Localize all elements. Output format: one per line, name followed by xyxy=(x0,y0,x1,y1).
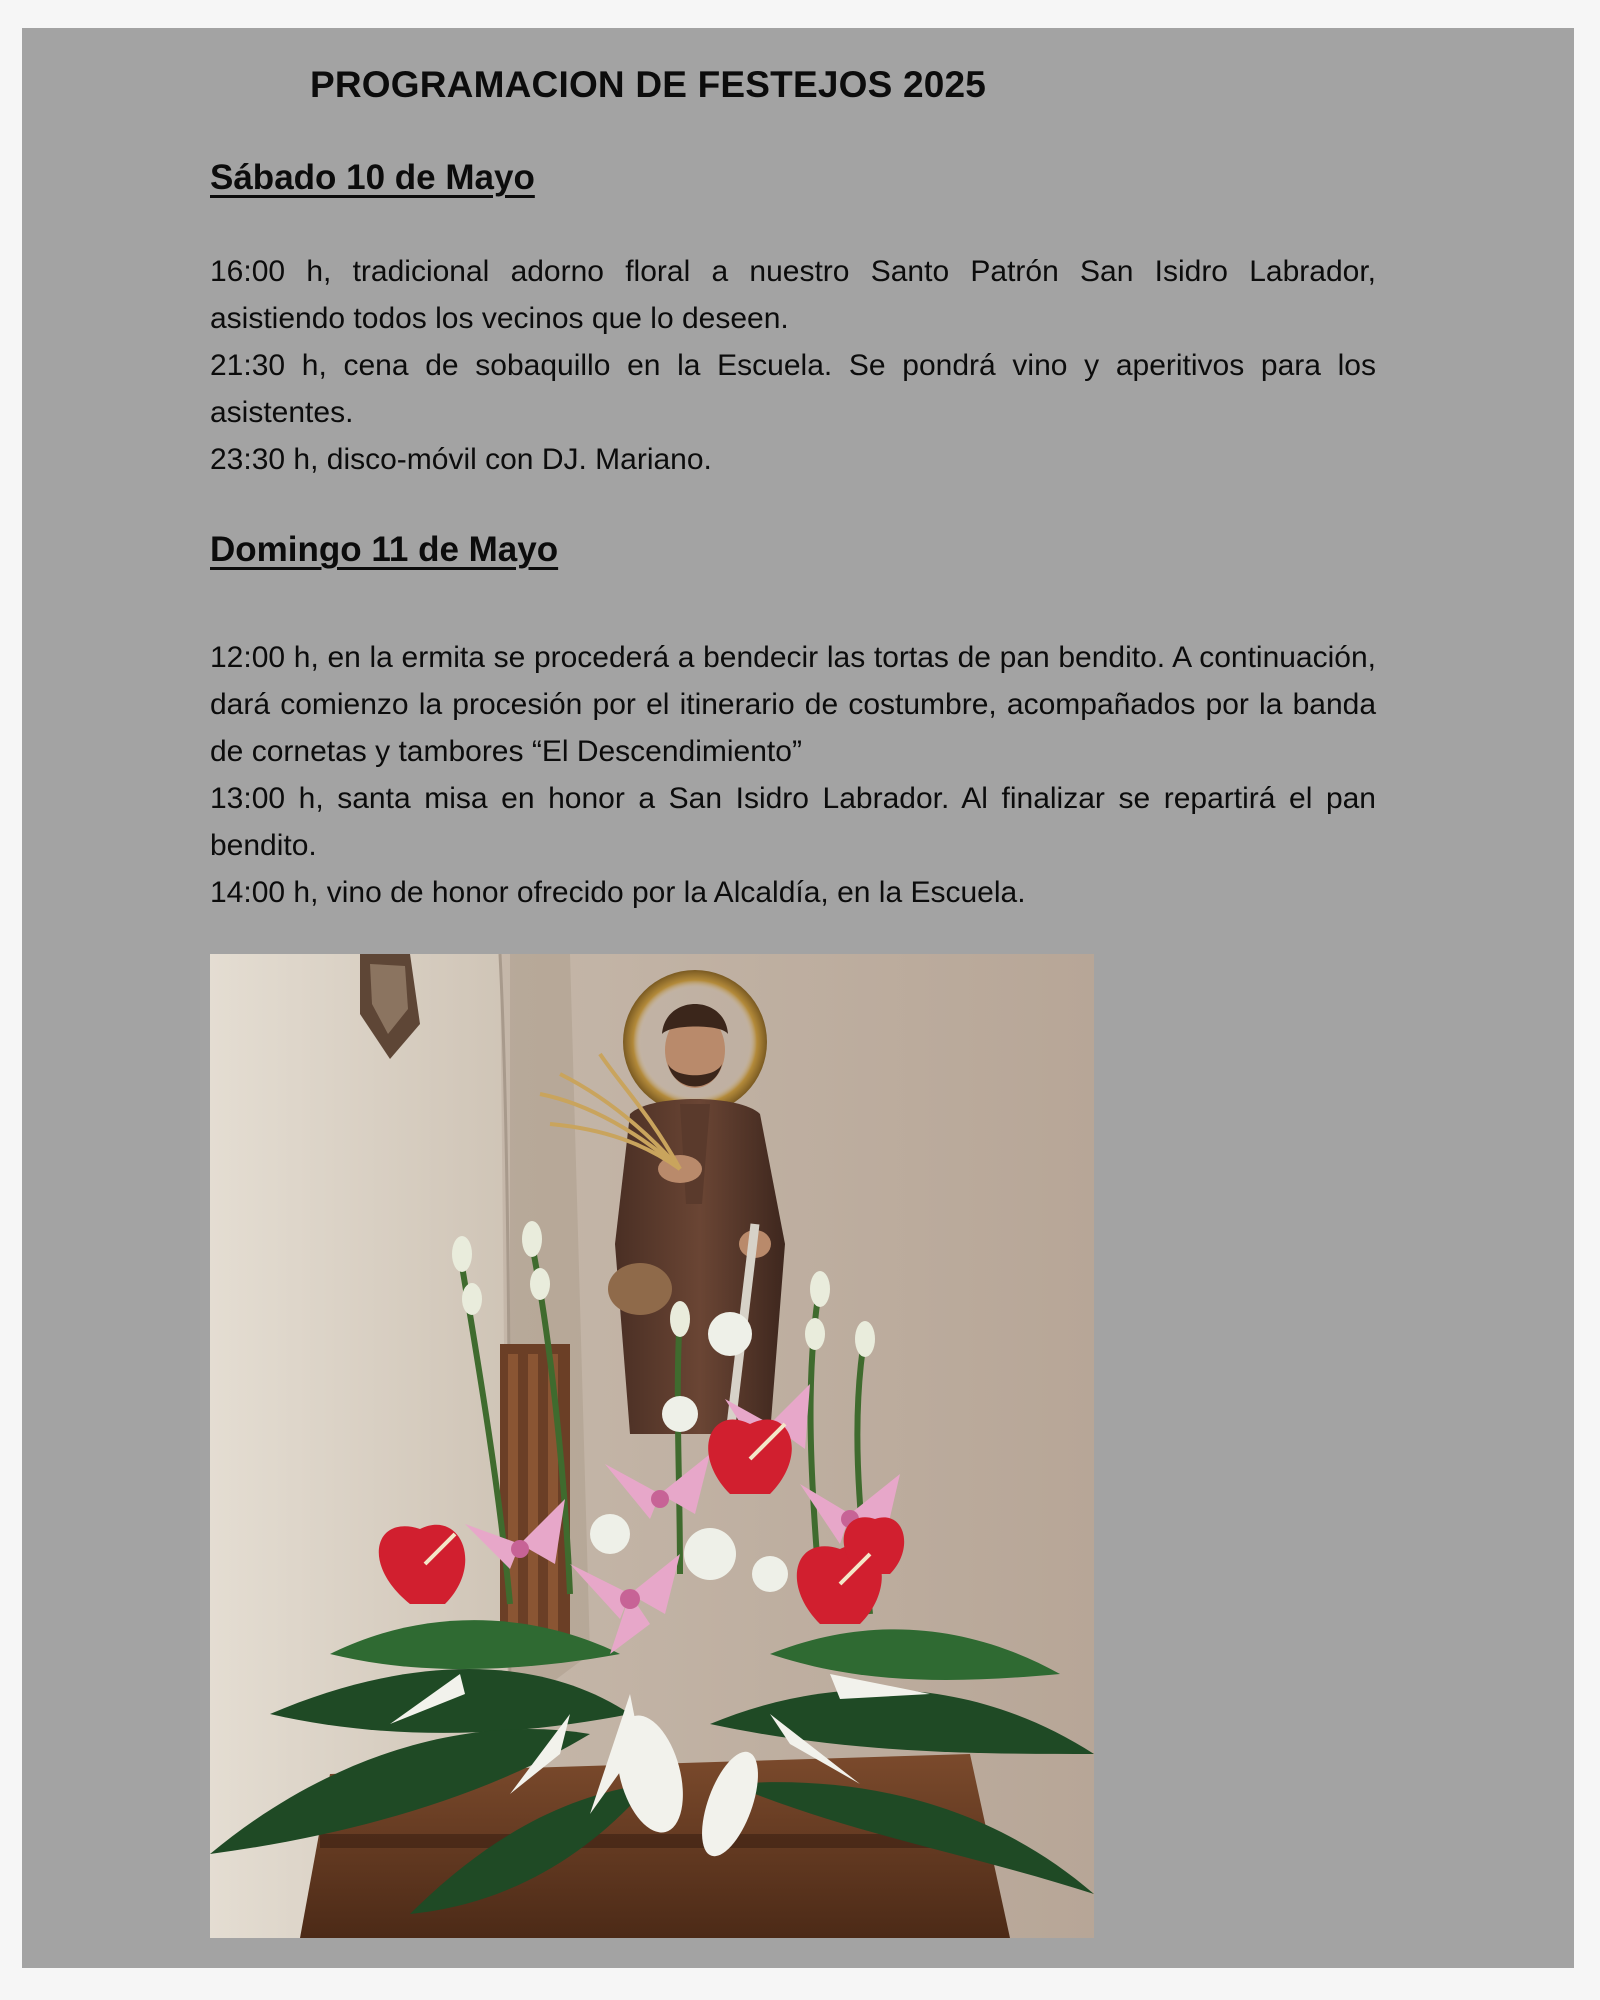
program-page xyxy=(22,28,1574,1968)
schedule-entry: 16:00 h, tradicional adorno floral a nuestro Santo Patrón San Isidro Labrador, asistiendo todos los vecinos que lo deseen. xyxy=(210,255,1376,335)
page-title: PROGRAMACION DE FESTEJOS 2025 xyxy=(310,64,987,105)
schedule-entry: 21:30 h, cena de sobaquillo en la Escuela. Se pondrá vino y aperitivos para los asistentes. xyxy=(210,349,1376,429)
sunday-schedule xyxy=(210,634,1376,916)
schedule-entry: 12:00 h, en la ermita se procederá a bendecir las tortas de pan bendito. A continuación, dará comienzo la procesión por el itinerario de costumbre, acompañados por la banda de cornetas y tambores “El Descendimiento” xyxy=(210,641,1376,768)
schedule-entry: 23:30 h, disco-móvil con DJ. Mariano. xyxy=(210,443,712,476)
saturday-heading: Sábado 10 de Mayo xyxy=(210,158,535,197)
schedule-entry: 13:00 h, santa misa en honor a San Isidro Labrador. Al finalizar se repartirá el pan bendito. xyxy=(210,782,1376,862)
schedule-entry: 14:00 h, vino de honor ofrecido por la Alcaldía, en la Escuela. xyxy=(210,876,1026,909)
sunday-heading: Domingo 11 de Mayo xyxy=(210,530,559,569)
saturday-schedule xyxy=(210,248,1376,483)
saint-statue-photo xyxy=(210,954,1094,1938)
